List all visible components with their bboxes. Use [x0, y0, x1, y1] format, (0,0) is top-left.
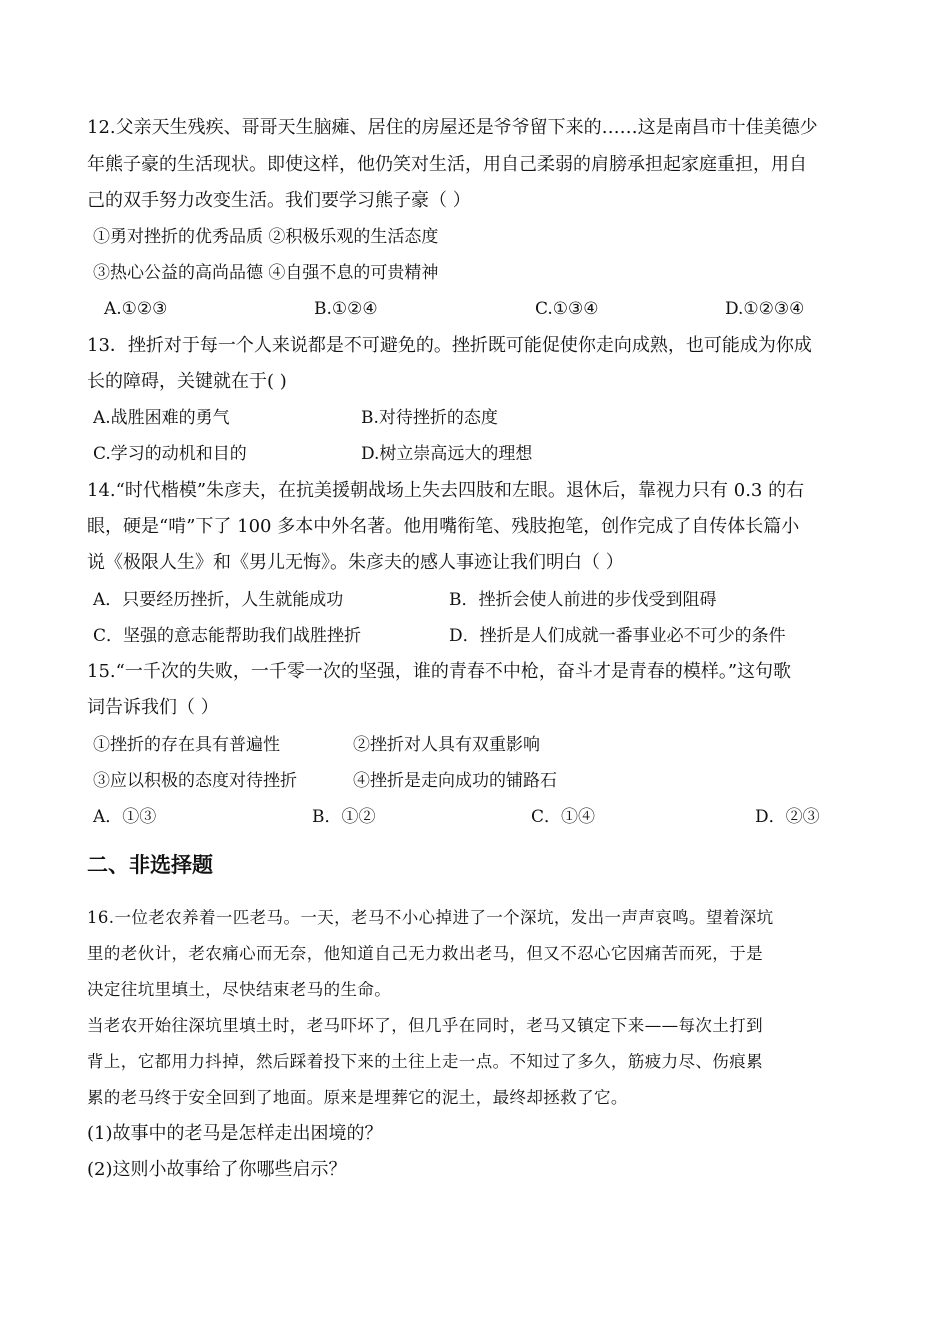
q13-line-2: 长的障碍，关键就在于( ) [87, 371, 287, 392]
q16-line-4: 当老农开始往深坑里填土时，老马吓坏了，但几乎在同时，老马又镇定下来——每次土打到 [87, 1016, 763, 1035]
q15-option-b: B．①② [312, 807, 376, 827]
q16-sub-2: (2)这则小故事给了你哪些启示？ [87, 1159, 347, 1180]
q12-line-2: 年熊子豪的生活现状。即使这样，他仍笑对生活，用自己柔弱的肩膀承担起家庭重担，用自 [87, 154, 807, 175]
q14-option-c: C．坚强的意志能帮助我们战胜挫折 [93, 626, 362, 646]
q15-line-2: 词告诉我们（ ） [87, 697, 219, 718]
q12-option-c: C.①③④ [535, 299, 599, 319]
q12-item-1: ①勇对挫折的优秀品质 ②积极乐观的生活态度 [93, 227, 439, 247]
q15-option-d: D．②③ [755, 807, 820, 827]
q15-option-a: A．①③ [93, 807, 157, 827]
q12-option-a: A.①②③ [104, 299, 168, 319]
q16-line-6: 累的老马终于安全回到了地面。原来是埋葬它的泥土，最终却拯救了它。 [87, 1088, 628, 1107]
q14-line-2: 眼，硬是“啃”下了 100 多本中外名著。他用嘴衔笔、残肢抱笔，创作完成了自传体长篇小 [87, 516, 800, 537]
q13-option-c: C.学习的动机和目的 [93, 444, 247, 464]
q15-option-c: C．①④ [531, 807, 596, 827]
q12-line-1: 12.父亲天生残疾、哥哥天生脑瘫、居住的房屋还是爷爷留下来的……这是南昌市十佳美德少 [87, 117, 818, 138]
q15-item-2: ②挫折对人具有双重影响 [353, 735, 540, 755]
q16-line-3: 决定往坑里填土，尽快结束老马的生命。 [87, 980, 392, 999]
q14-option-d: D．挫折是人们成就一番事业必不可少的条件 [449, 626, 786, 646]
q13-option-d: D.树立崇高远大的理想 [361, 444, 533, 464]
q13-line-1: 13．挫折对于每一个人来说都是不可避免的。挫折既可能促使你走向成熟，也可能成为你成 [87, 335, 812, 356]
q12-line-3: 己的双手努力改变生活。我们要学习熊子豪（ ） [87, 190, 471, 211]
q15-line-1: 15.“一千次的失败，一千零一次的坚强，谁的青春不中枪，奋斗才是青春的模样。”这句歌 [87, 661, 792, 682]
q12-option-d: D.①②③④ [725, 299, 805, 319]
q15-item-4: ④挫折是走向成功的铺路石 [353, 771, 557, 791]
section-heading: 二、非选择题 [87, 853, 213, 877]
q13-option-a: A.战胜困难的勇气 [93, 408, 230, 428]
q16-line-2: 里的老伙计，老农痛心而无奈，他知道自己无力救出老马，但又不忍心它因痛苦而死，于是 [87, 944, 763, 963]
q14-option-a: A．只要经历挫折，人生就能成功 [93, 590, 344, 610]
q15-item-3: ③应以积极的态度对待挫折 [93, 771, 297, 791]
q14-line-1: 14.“时代楷模”朱彦夫，在抗美援朝战场上失去四肢和左眼。退休后，靠视力只有 0.3 的右 [87, 480, 805, 501]
q16-line-5: 背上，它都用力抖掉，然后踩着投下来的土往上走一点。不知过了多久，筋疲力尽、伤痕累 [87, 1052, 763, 1071]
q13-option-b: B.对待挫折的态度 [361, 408, 498, 428]
q12-option-b: B.①②④ [314, 299, 378, 319]
q15-item-1: ①挫折的存在具有普遍性 [93, 735, 280, 755]
q16-sub-1: (1)故事中的老马是怎样走出困境的？ [87, 1123, 383, 1144]
q12-item-2: ③热心公益的高尚品德 ④自强不息的可贵精神 [93, 263, 439, 283]
q14-line-3: 说《极限人生》和《男儿无悔》。朱彦夫的感人事迹让我们明白（ ） [87, 552, 624, 573]
q16-line-1: 16.一位老农养着一匹老马。一天，老马不小心掉进了一个深坑，发出一声声哀鸣。望着深坑 [87, 908, 774, 927]
q14-option-b: B．挫折会使人前进的步伐受到阻碍 [449, 590, 717, 610]
